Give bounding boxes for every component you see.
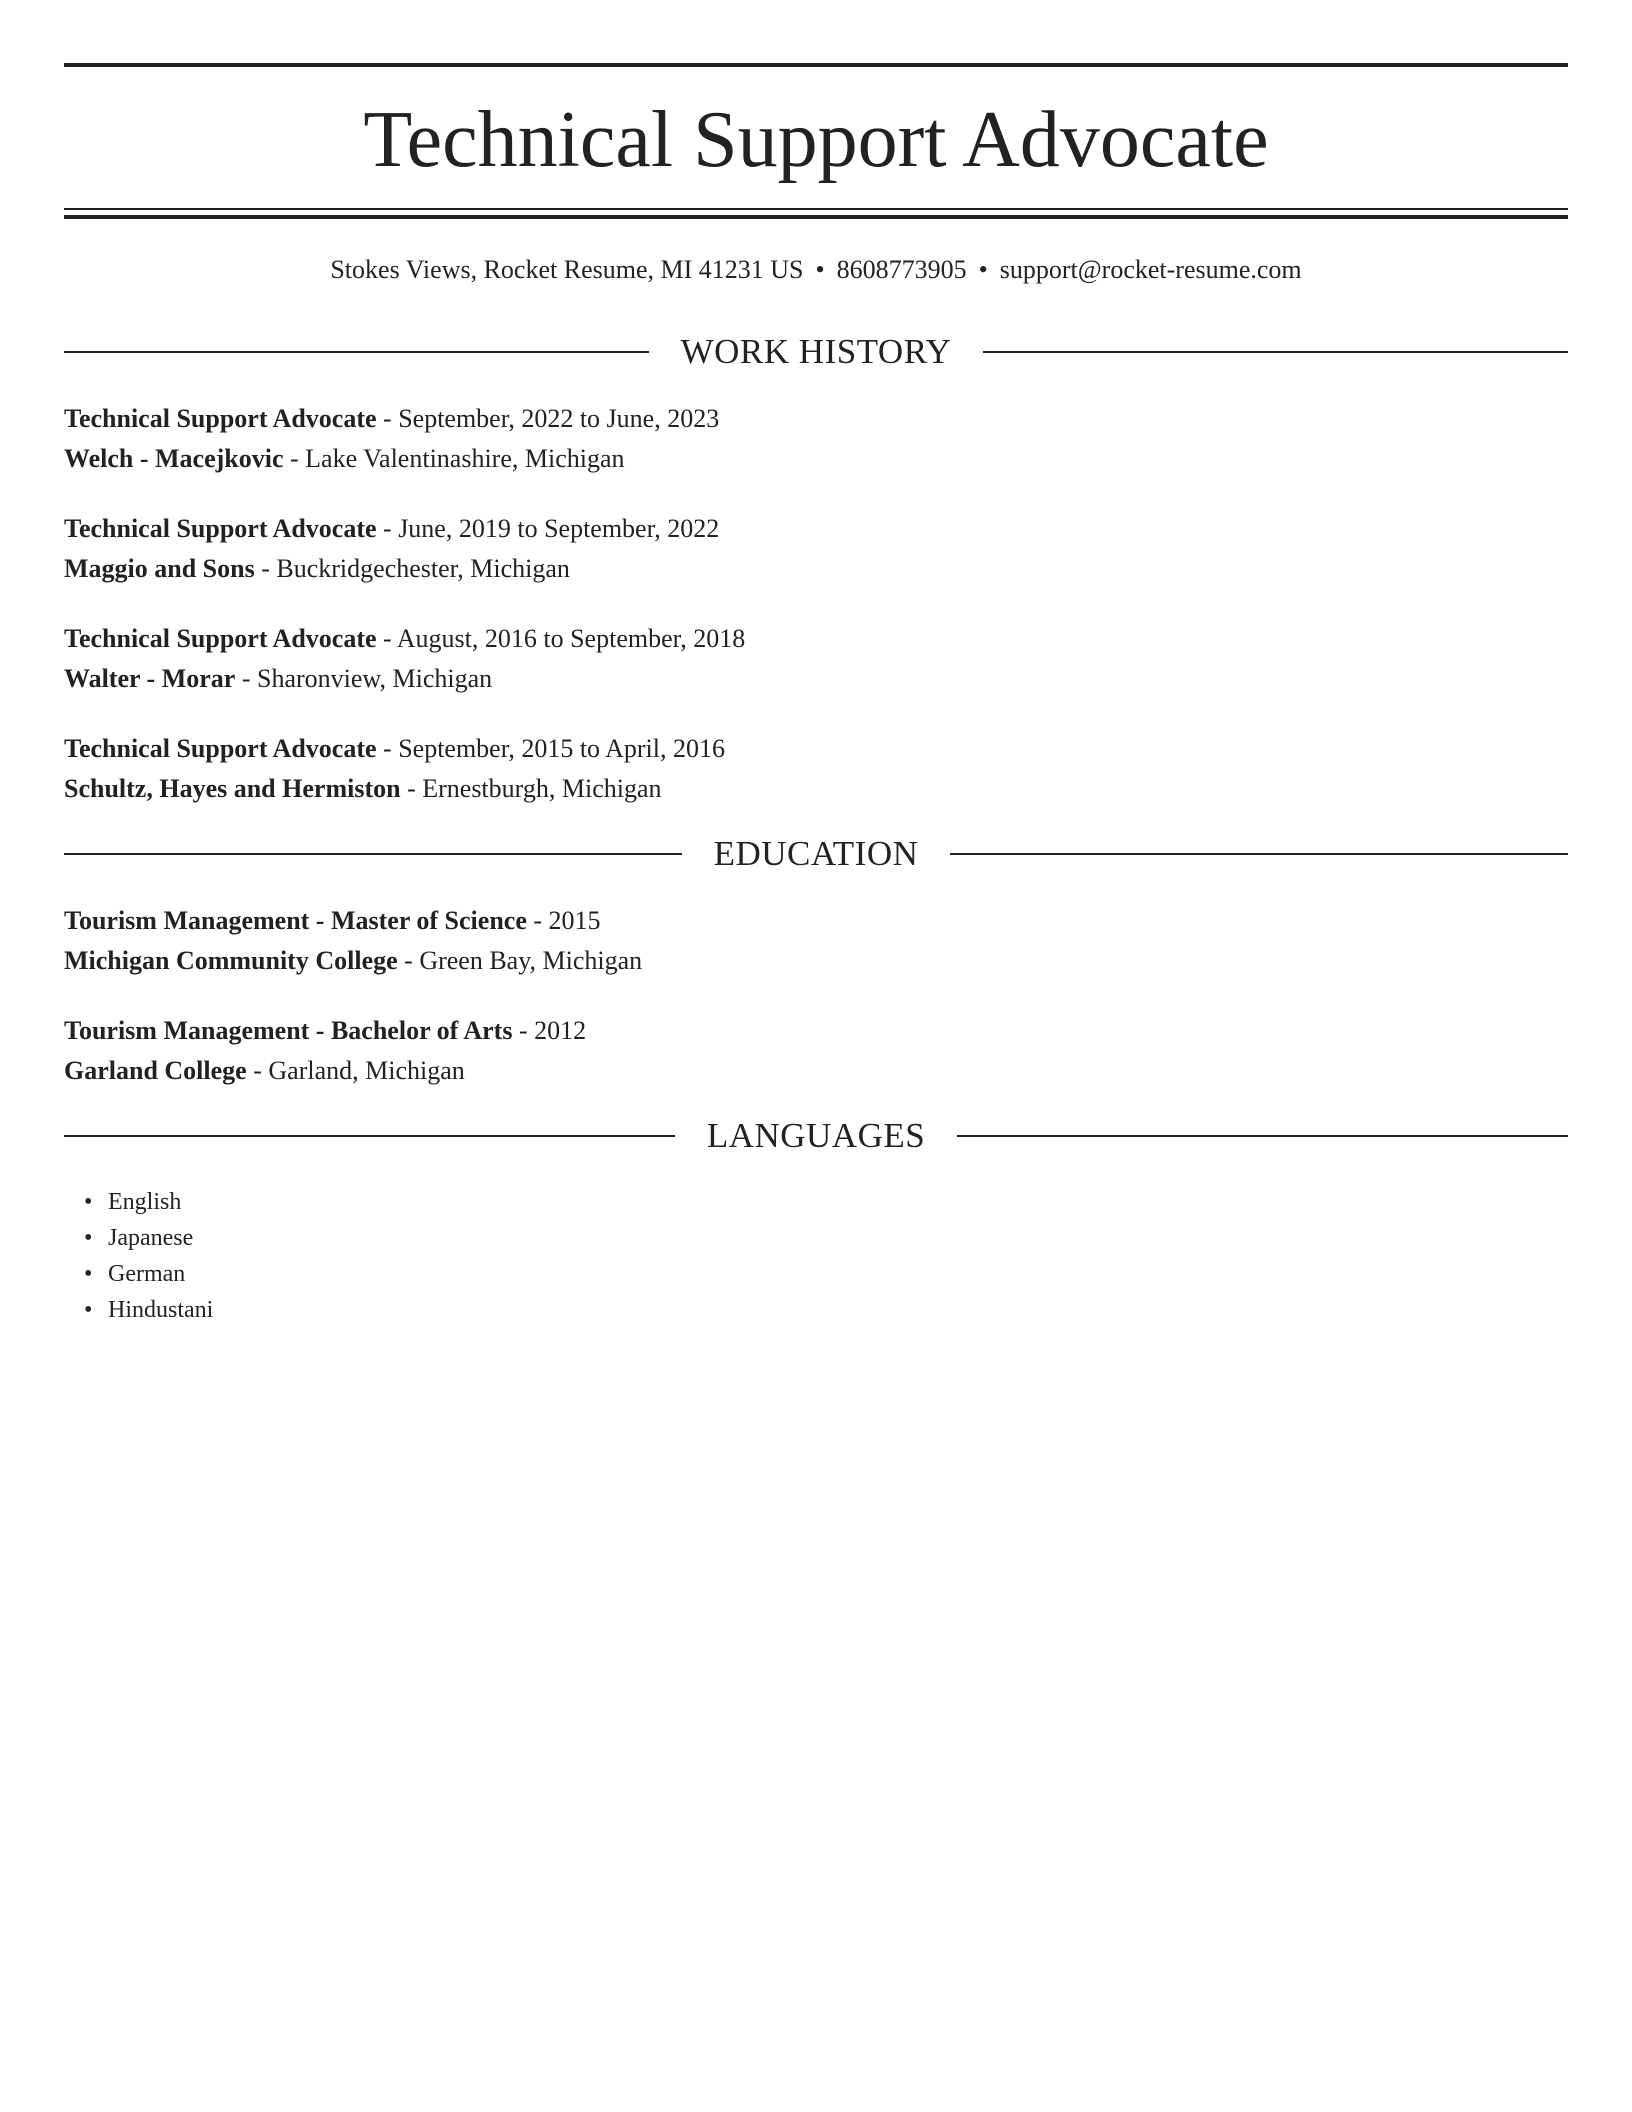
job-company-line [64,771,662,807]
job-dates: - June, 2019 to September, 2022 [376,514,720,543]
school-name: Garland College [64,1056,247,1085]
contact-separator: • [815,255,825,284]
education-heading [64,832,1568,876]
language-name: Hindustani [108,1297,214,1323]
bullet-icon: • [84,1225,93,1251]
job-title-line [64,511,719,547]
language-name: English [108,1189,182,1215]
resume-title: Technical Support Advocate [363,96,1269,184]
degree-year: - 2012 [512,1016,587,1045]
job-company: Welch - Macejkovic [64,444,284,473]
job-dates: - September, 2015 to April, 2016 [376,734,726,763]
language-name: Japanese [108,1225,194,1251]
heading-rule [64,1135,675,1137]
list-item [84,1220,213,1256]
job-title-line [64,731,725,767]
degree-line [64,1013,586,1049]
list-item [84,1292,214,1328]
work-history-heading [64,330,1568,374]
job-role: Technical Support Advocate [64,734,377,763]
job-location: - Ernestburgh, Michigan [400,774,662,803]
job-company: Walter - Morar [64,664,236,693]
heading-rule [950,853,1568,855]
contact-line [64,252,1568,288]
job-title-line [64,401,719,437]
contact-phone: 8608773905 [836,255,967,284]
title-rule-thick [64,215,1568,219]
job-location: - Lake Valentinashire, Michigan [283,444,625,473]
bullet-icon: • [84,1189,93,1215]
heading-rule [64,853,682,855]
job-role: Technical Support Advocate [64,404,377,433]
list-item [84,1184,213,1220]
job-company: Schultz, Hayes and Hermiston [64,774,401,803]
job-location: - Sharonview, Michigan [235,664,493,693]
languages-list [84,1184,214,1328]
degree-year: - 2015 [526,906,601,935]
job-dates: - September, 2022 to June, 2023 [376,404,720,433]
school-location: - Garland, Michigan [246,1056,465,1085]
top-rule [64,63,1568,67]
heading-rule [983,351,1568,353]
job-company-line [64,441,625,477]
job-company-line [64,661,492,697]
heading-rule [64,351,649,353]
school-line [64,943,642,979]
section-title: EDUCATION [713,834,919,873]
degree-name: Tourism Management - Master of Science [64,906,527,935]
list-item [84,1256,213,1292]
school-location: - Green Bay, Michigan [397,946,643,975]
heading-rule [957,1135,1568,1137]
job-title-line [64,621,745,657]
section-title: WORK HISTORY [680,332,952,371]
title-rule-thin [64,208,1568,210]
section-title: LANGUAGES [706,1116,926,1155]
degree-name: Tourism Management - Bachelor of Arts [64,1016,513,1045]
job-location: - Buckridgechester, Michigan [254,554,570,583]
contact-separator: • [978,255,988,284]
job-role: Technical Support Advocate [64,624,377,653]
language-name: German [108,1261,186,1287]
degree-line [64,903,601,939]
job-company-line [64,551,570,587]
school-line [64,1053,465,1089]
job-dates: - August, 2016 to September, 2018 [376,624,746,653]
bullet-icon: • [84,1261,93,1287]
bullet-icon: • [84,1297,93,1323]
job-role: Technical Support Advocate [64,514,377,543]
school-name: Michigan Community College [64,946,398,975]
languages-heading [64,1114,1568,1158]
contact-address: Stokes Views, Rocket Resume, MI 41231 US [330,255,804,284]
contact-email: support@rocket-resume.com [999,255,1302,284]
job-company: Maggio and Sons [64,554,255,583]
